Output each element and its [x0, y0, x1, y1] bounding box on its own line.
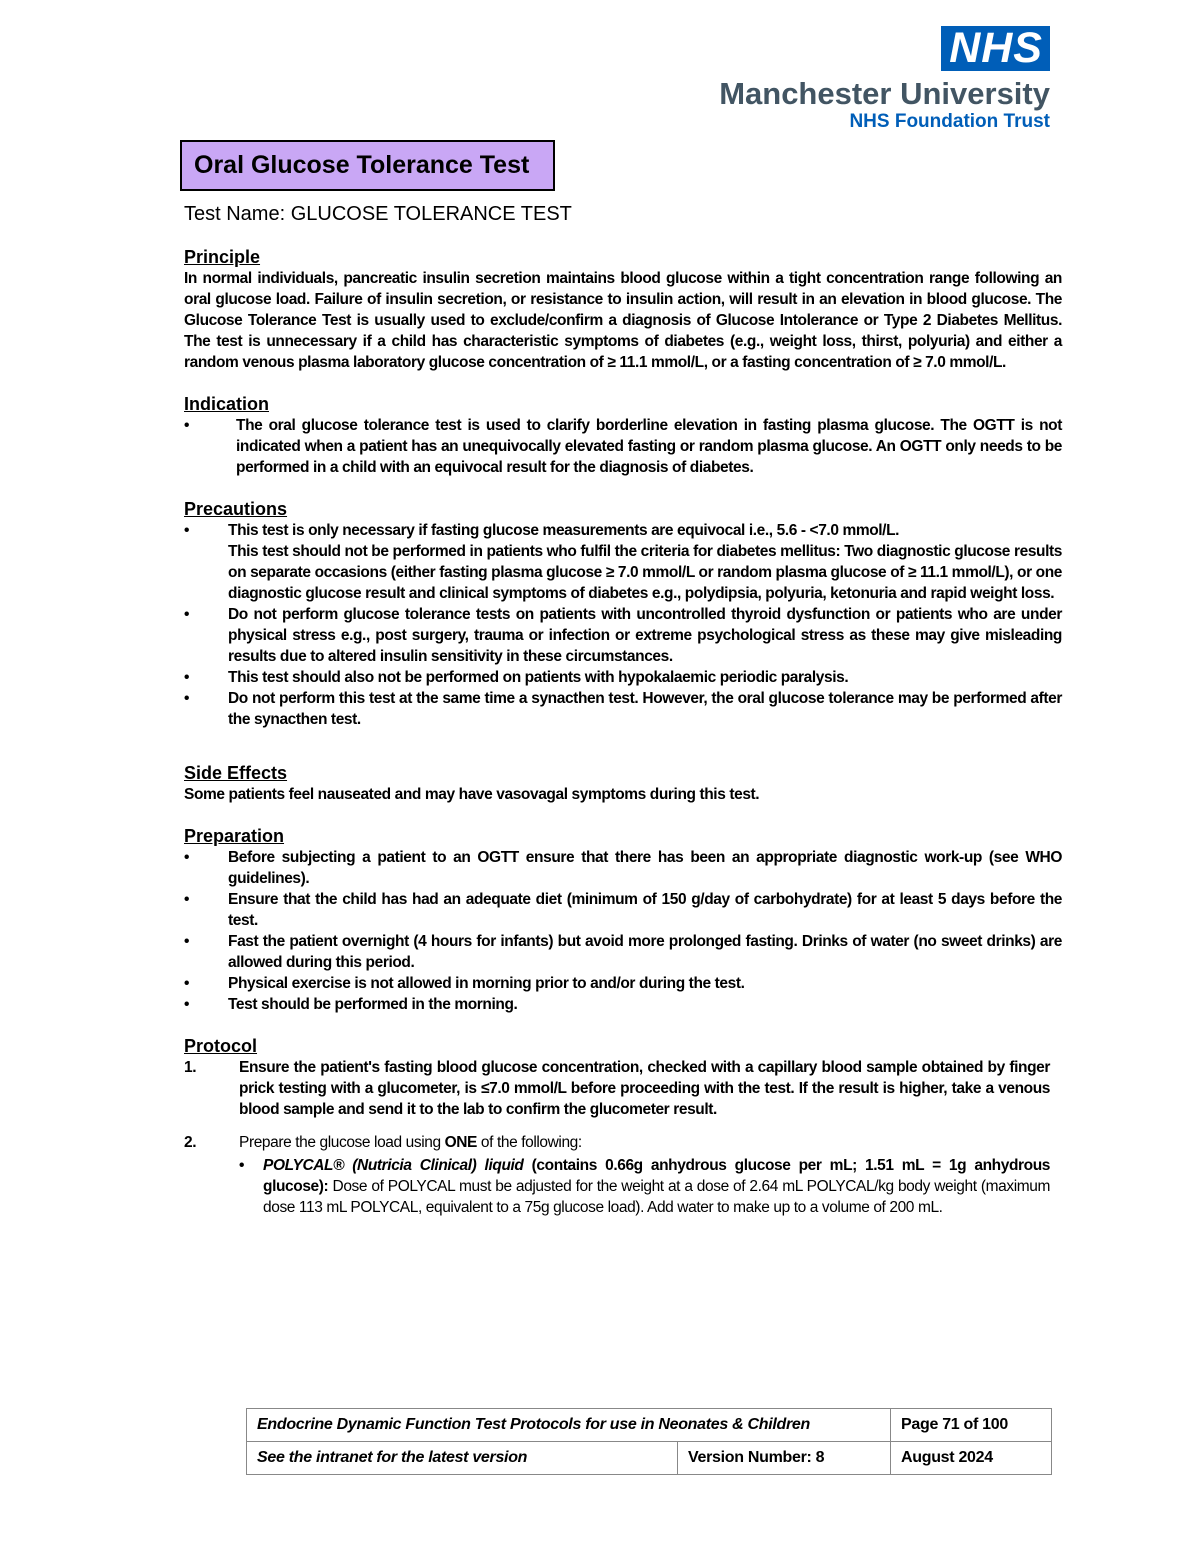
list-item — [184, 415, 1062, 478]
document-body — [184, 140, 1062, 1230]
bullet-icon: • — [184, 522, 190, 539]
nhs-wordmark: NHS — [941, 26, 1050, 71]
preparation-heading: Preparation — [184, 826, 285, 846]
preparation-item-text: Fast the patient overnight (4 hours for infants) but avoid more prolonged fasting. Drinks of water (no sweet drinks) are allowed during this period. — [228, 933, 1062, 971]
nhs-logo — [719, 26, 1050, 133]
side-effects-text: Some patients feel nauseated and may have vasovagal symptoms during this test. — [184, 786, 760, 803]
list-item — [184, 847, 1062, 889]
footer-version: Version Number: 8 — [678, 1442, 891, 1475]
document-footer — [246, 1408, 1052, 1475]
step-text — [239, 1134, 582, 1151]
step-number: 2. — [184, 1134, 197, 1151]
preparation-item-text: Physical exercise is not allowed in morning prior to and/or during the test. — [228, 975, 745, 992]
list-item — [184, 994, 1062, 1015]
indication-item-text: The oral glucose tolerance test is used to clarify borderline elevation in fasting plasma glucose. The OGTT is not indicated when a patient has an unequivocally elevated fasting or random plasma glucose. An OGTT only needs to be performed in a child with an equivocal result for the diagnosis of diabetes. — [236, 417, 1062, 476]
indication-heading: Indication — [184, 394, 269, 414]
principle-heading: Principle — [184, 247, 261, 267]
precautions-heading: Precautions — [184, 499, 288, 519]
org-name: Manchester University — [719, 76, 1050, 111]
product-name: POLYCAL® (Nutricia Clinical) liquid — [263, 1157, 524, 1174]
footer-doc-title: Endocrine Dynamic Function Test Protocols for use in Neonates & Children — [247, 1409, 891, 1442]
preparation-item-text: Before subjecting a patient to an OGTT ensure that there has been an appropriate diagnostic work-up (see WHO guidelines). — [228, 849, 1062, 887]
org-trust: NHS Foundation Trust — [849, 111, 1050, 132]
list-item — [184, 931, 1062, 973]
footer-date: August 2024 — [891, 1442, 1052, 1475]
list-item — [184, 688, 1062, 730]
protocol-list — [184, 1057, 1050, 1218]
preparation-list — [184, 847, 1062, 1015]
product-instructions: Dose of POLYCAL must be adjusted for the weight at a dose of 2.64 mL POLYCAL/kg body weight (maximum dose 113 mL POLYCAL, equivalent to a 75g glucose load). Add water to make up to a volume of 200 mL. — [263, 1178, 1050, 1216]
bullet-icon: • — [184, 417, 190, 434]
list-item — [184, 604, 1062, 667]
bullet-icon: • — [184, 975, 190, 992]
sub-item — [239, 1155, 1050, 1218]
precaution-item-text: This test should also not be performed on patients with hypokalaemic periodic paralysis. — [228, 669, 849, 686]
side-effects-heading: Side Effects — [184, 763, 288, 783]
list-item — [184, 889, 1062, 931]
page-title: Oral Glucose Tolerance Test — [180, 140, 555, 191]
protocol-heading: Protocol — [184, 1036, 258, 1056]
step-number: 1. — [184, 1059, 197, 1076]
bullet-icon: • — [239, 1157, 245, 1174]
step-text-one: ONE — [444, 1134, 477, 1151]
product-concentration: (contains 0.66g anhydrous glucose per mL; 1.51 mL = 1g anhydrous glucose): — [263, 1157, 1050, 1195]
bullet-icon: • — [184, 933, 190, 950]
preparation-item-text: Ensure that the child has had an adequate diet (minimum of 150 g/day of carbohydrate) for at least 5 days before the test. — [228, 891, 1062, 929]
precaution-item-text: Do not perform this test at the same time a synacthen test. However, the oral glucose tolerance may be performed after the synacthen test. — [228, 690, 1062, 728]
precaution-continuation: This test should not be performed in patients who fulfil the criteria for diabetes mellitus: Two diagnostic glucose results on separate occasions (either fasting plasma glucose ≥ 7.0 mmol/L or random plasma glucose of ≥ 11.1 mmol/L), or one diagnostic glucose result and clinical symptoms of diabetes e.g., polydipsia, polyuria, ketonuria and rapid weight loss. — [228, 543, 1062, 602]
protocol-step — [184, 1057, 1050, 1120]
principle-text: In normal individuals, pancreatic insulin secretion maintains blood glucose within a tight concentration range following an oral glucose load. Failure of insulin secretion, or resistance to insulin action, will result in an elevation in blood glucose. The Glucose Tolerance Test is usually used to exclude/confirm a diagnosis of Glucose Intolerance or Type 2 Diabetes Mellitus. The test is unnecessary if a child has characteristic symptoms of diabetes (e.g., weight loss, thirst, polyuria) and either a random venous plasma laboratory glucose concentration of ≥ 11.1 mmol/L, or a fasting concentration of ≥ 7.0 mmol/L. — [184, 270, 1062, 371]
bullet-icon: • — [184, 891, 190, 908]
footer-intranet-note: See the intranet for the latest version — [247, 1442, 678, 1475]
precautions-list — [184, 520, 1062, 541]
bullet-icon: • — [184, 669, 190, 686]
footer-page-number: Page 71 of 100 — [891, 1409, 1052, 1442]
bullet-icon: • — [184, 690, 190, 707]
bullet-icon: • — [184, 849, 190, 866]
precautions-list-more — [184, 604, 1062, 730]
precaution-item-text: This test is only necessary if fasting glucose measurements are equivocal i.e., 5.6 - <7.0 mmol/L. — [228, 522, 900, 539]
bullet-icon: • — [184, 606, 190, 623]
indication-list — [184, 415, 1062, 478]
preparation-item-text: Test should be performed in the morning. — [228, 996, 518, 1013]
test-name: Test Name: GLUCOSE TOLERANCE TEST — [184, 203, 572, 225]
precaution-item-text: Do not perform glucose tolerance tests on patients with uncontrolled thyroid dysfunction or patients who are under physical stress e.g., post surgery, trauma or infection or extreme psychological stress as these may give misleading results due to altered insulin sensitivity in these circumstances. — [228, 606, 1062, 665]
step-text-post: of the following: — [477, 1134, 582, 1151]
list-item — [184, 667, 1062, 688]
step-text: Ensure the patient's fasting blood glucose concentration, checked with a capillary blood sample obtained by finger prick testing with a glucometer, is ≤7.0 mmol/L before proceeding with the test. If the result is higher, take a venous blood sample and send it to the lab to confirm the glucometer result. — [239, 1059, 1050, 1118]
step-text-pre: Prepare the glucose load using — [239, 1134, 445, 1151]
list-item — [184, 973, 1062, 994]
protocol-step — [184, 1132, 1050, 1218]
list-item — [184, 520, 1062, 541]
bullet-icon: • — [184, 996, 190, 1013]
